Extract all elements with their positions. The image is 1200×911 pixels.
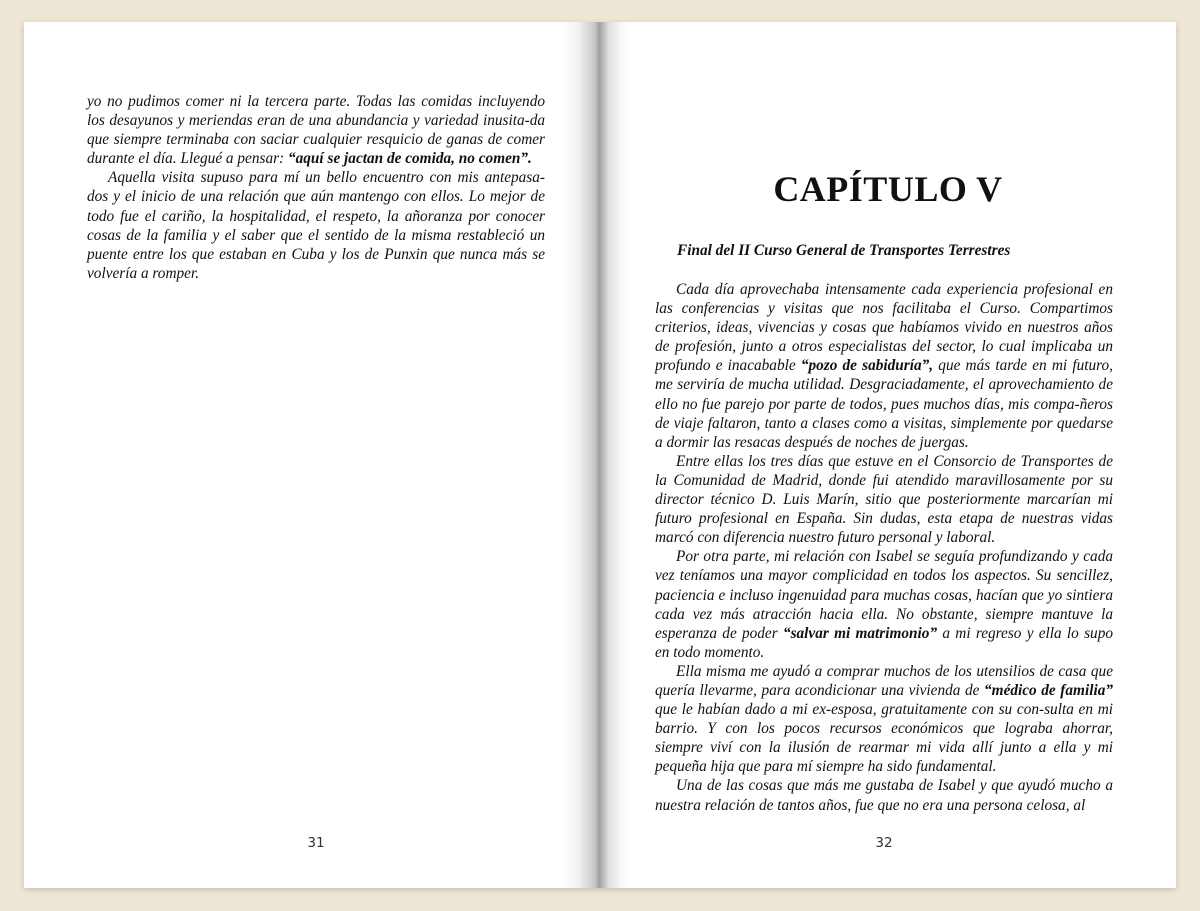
emphasized-quote: “pozo de sabiduría”,	[800, 357, 934, 375]
page-number-right: 32	[875, 835, 893, 851]
text-run: Aquella visita supuso para mí un bello encuentro con mis antepasa-dos y el inicio de una relación que aún mantengo con ellos. Lo mejor de todo fue el cariño, la hospitalidad, el respeto, la añoranza por conocer cosas de la familia y el saber que el sentido de la misma restableció un puente entre los que estaban en Cuba y los de Punxin que nunca más se volvería a romper.	[87, 169, 545, 282]
text-run: que le habían dado a mi ex-esposa, gratuitamente con su con-sulta en mi barrio. Y con los pocos recursos económicos que lograba ahorrar, siempre viví con la ilusión de rearmar mi vida allí junto a ella y mi pequeña hija que para mí siempre ha sido fundamental.	[655, 701, 1113, 776]
book-spread	[24, 22, 1176, 888]
text-run: a mi regreso y ella lo supo en todo momento.	[655, 624, 1113, 661]
paragraph	[655, 776, 1113, 814]
paragraph	[655, 280, 1113, 452]
emphasized-quote: “aquí se jactan de comida, no comen”.	[287, 150, 532, 168]
text-run: Una de las cosas que más me gustaba de Isabel y que ayudó mucho a nuestra relación de tantos años, fue que no era una persona celosa, al	[655, 777, 1113, 814]
emphasized-quote: “médico de familia”	[984, 681, 1113, 699]
text-run: Por otra parte, mi relación con Isabel se seguía profundizando y cada vez teníamos una mayor complicidad en todos los aspectos. Su sencillez, paciencia e incluso ingenuidad para muchas cosas, hacían que yo sintiera cada vez más atracción hacia ella. No obstante, siempre mantuve la esperanza de poder	[655, 548, 1113, 642]
emphasized-quote: “salvar mi matrimonio”	[782, 624, 938, 642]
paragraph	[87, 92, 545, 168]
text-run: Cada día aprovechaba intensamente cada experiencia profesional en las conferencias y visitas que nos facilitaba el Curso. Compartimos criterios, ideas, vivencias y cosas que habíamos vivido en nuestros años de profesión, junto a otros especialistas del sector, lo cual implicaba un profundo e inacabable	[655, 281, 1113, 375]
left-page-body	[87, 92, 545, 283]
section-title: Final del II Curso General de Transportes Terrestres	[677, 242, 1011, 259]
page-number-left: 31	[307, 835, 325, 851]
chapter-title: CAPÍTULO V	[773, 169, 1003, 209]
paragraph	[655, 452, 1113, 547]
text-run: Ella misma me ayudó a comprar muchos de los utensilios de casa que quería llevarme, para acondicionar una vivienda de	[655, 662, 1113, 699]
paragraph	[655, 662, 1113, 777]
text-run: yo no pudimos comer ni la tercera parte. Todas las comidas incluyendo los desayunos y meriendas eran de una abundancia y variedad inusita-da que siempre terminaba con saciar cualquier resquicio de ganas de comer durante el día. Llegué a pensar:	[87, 93, 545, 168]
text-run: que más tarde en mi futuro, me serviría de mucha utilidad. Desgraciadamente, el aprovechamiento de ello no fue parejo por parte de todos, pues muchos días, mis compa-ñeros de viaje faltaron, tanto a clases como a visitas, simplemente por quedarse a dormir las resacas después de noches de juergas.	[655, 357, 1113, 451]
text-run: Entre ellas los tres días que estuve en el Consorcio de Transportes de la Comunidad de Madrid, donde fui atendido maravillosamente por su director técnico D. Luis Marín, sitio que posteriormente marcarían mi futuro profesional en España. Sin dudas, esta etapa de nuestras vidas marcó con diferencia nuestro futuro personal y laboral.	[655, 452, 1113, 547]
right-page	[600, 22, 1176, 888]
paragraph	[87, 168, 545, 283]
left-page	[24, 22, 600, 888]
right-page-body	[655, 280, 1113, 815]
paragraph	[655, 547, 1113, 662]
